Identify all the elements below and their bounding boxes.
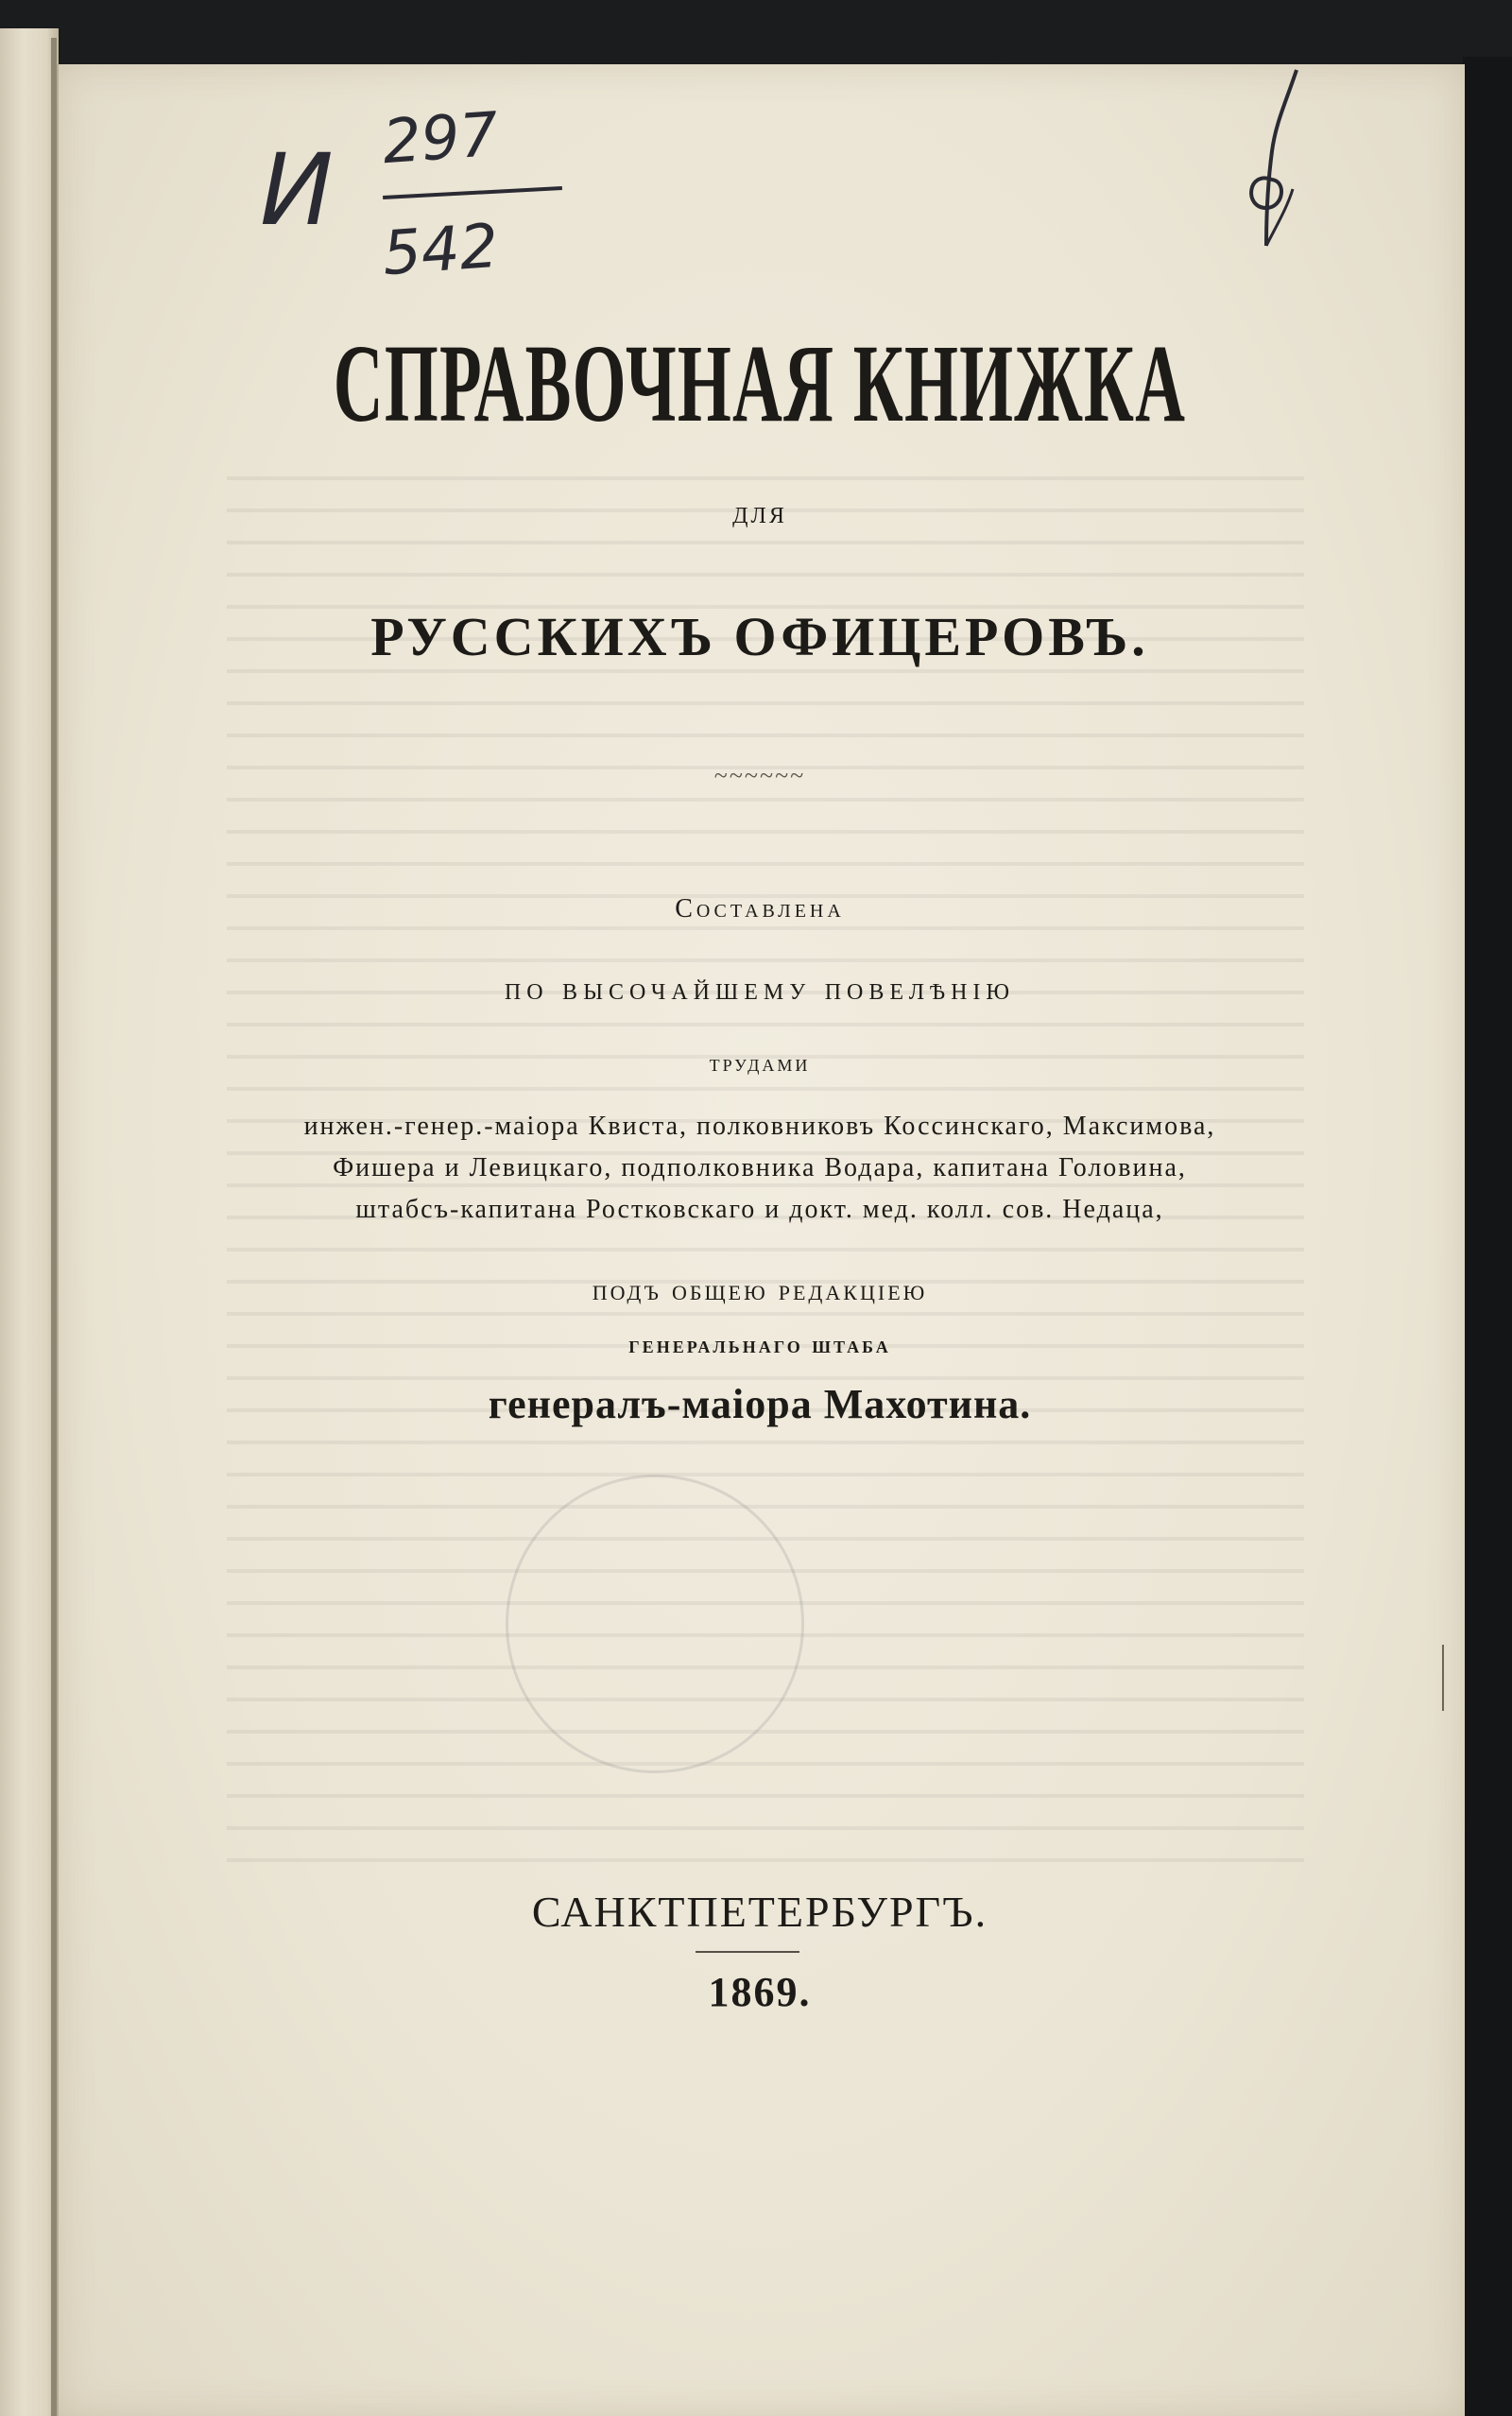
compiled-label: Составлена [675, 894, 845, 923]
staff-line: генеральнаго штаба [628, 1331, 891, 1358]
imprint-city: САНКТПЕТЕРБУРГЪ. [531, 1888, 988, 1936]
editorship-line: подъ общею редакціею [592, 1272, 928, 1306]
book-title: СПРАВОЧНАЯ КНИЖКА [333, 321, 1187, 445]
editor-name: генералъ-маіора Махотина. [488, 1381, 1032, 1427]
authors-line: инжен.-генер.-маіора Квиста, полковниковъ Коссинскаго, Максимова, [303, 1112, 1216, 1141]
book-subtitle: РУССКИХЪ ОФИЦЕРОВЪ. [370, 606, 1149, 667]
imprint-year: 1869. [708, 1969, 812, 2015]
shelfmark-bottom-number: 542 [380, 211, 501, 290]
labors-label: трудами [709, 1049, 811, 1077]
ornament-divider: ~~~~~~ [713, 762, 806, 789]
authors-line: штабсъ-капитана Ростковскаго и докт. мед. колл. сов. Недаца, [355, 1195, 1164, 1224]
imprint-rule [696, 1951, 799, 1953]
shelfmark-letter: И [260, 132, 334, 248]
shelfmark-top-number: 297 [380, 99, 501, 179]
decree-line: по высочайшему повелѣнію [504, 972, 1016, 1007]
title-preposition: для [732, 495, 787, 530]
authors-line: Фишера и Левицкаго, подполковника Водара, капитана Головина, [333, 1153, 1187, 1182]
